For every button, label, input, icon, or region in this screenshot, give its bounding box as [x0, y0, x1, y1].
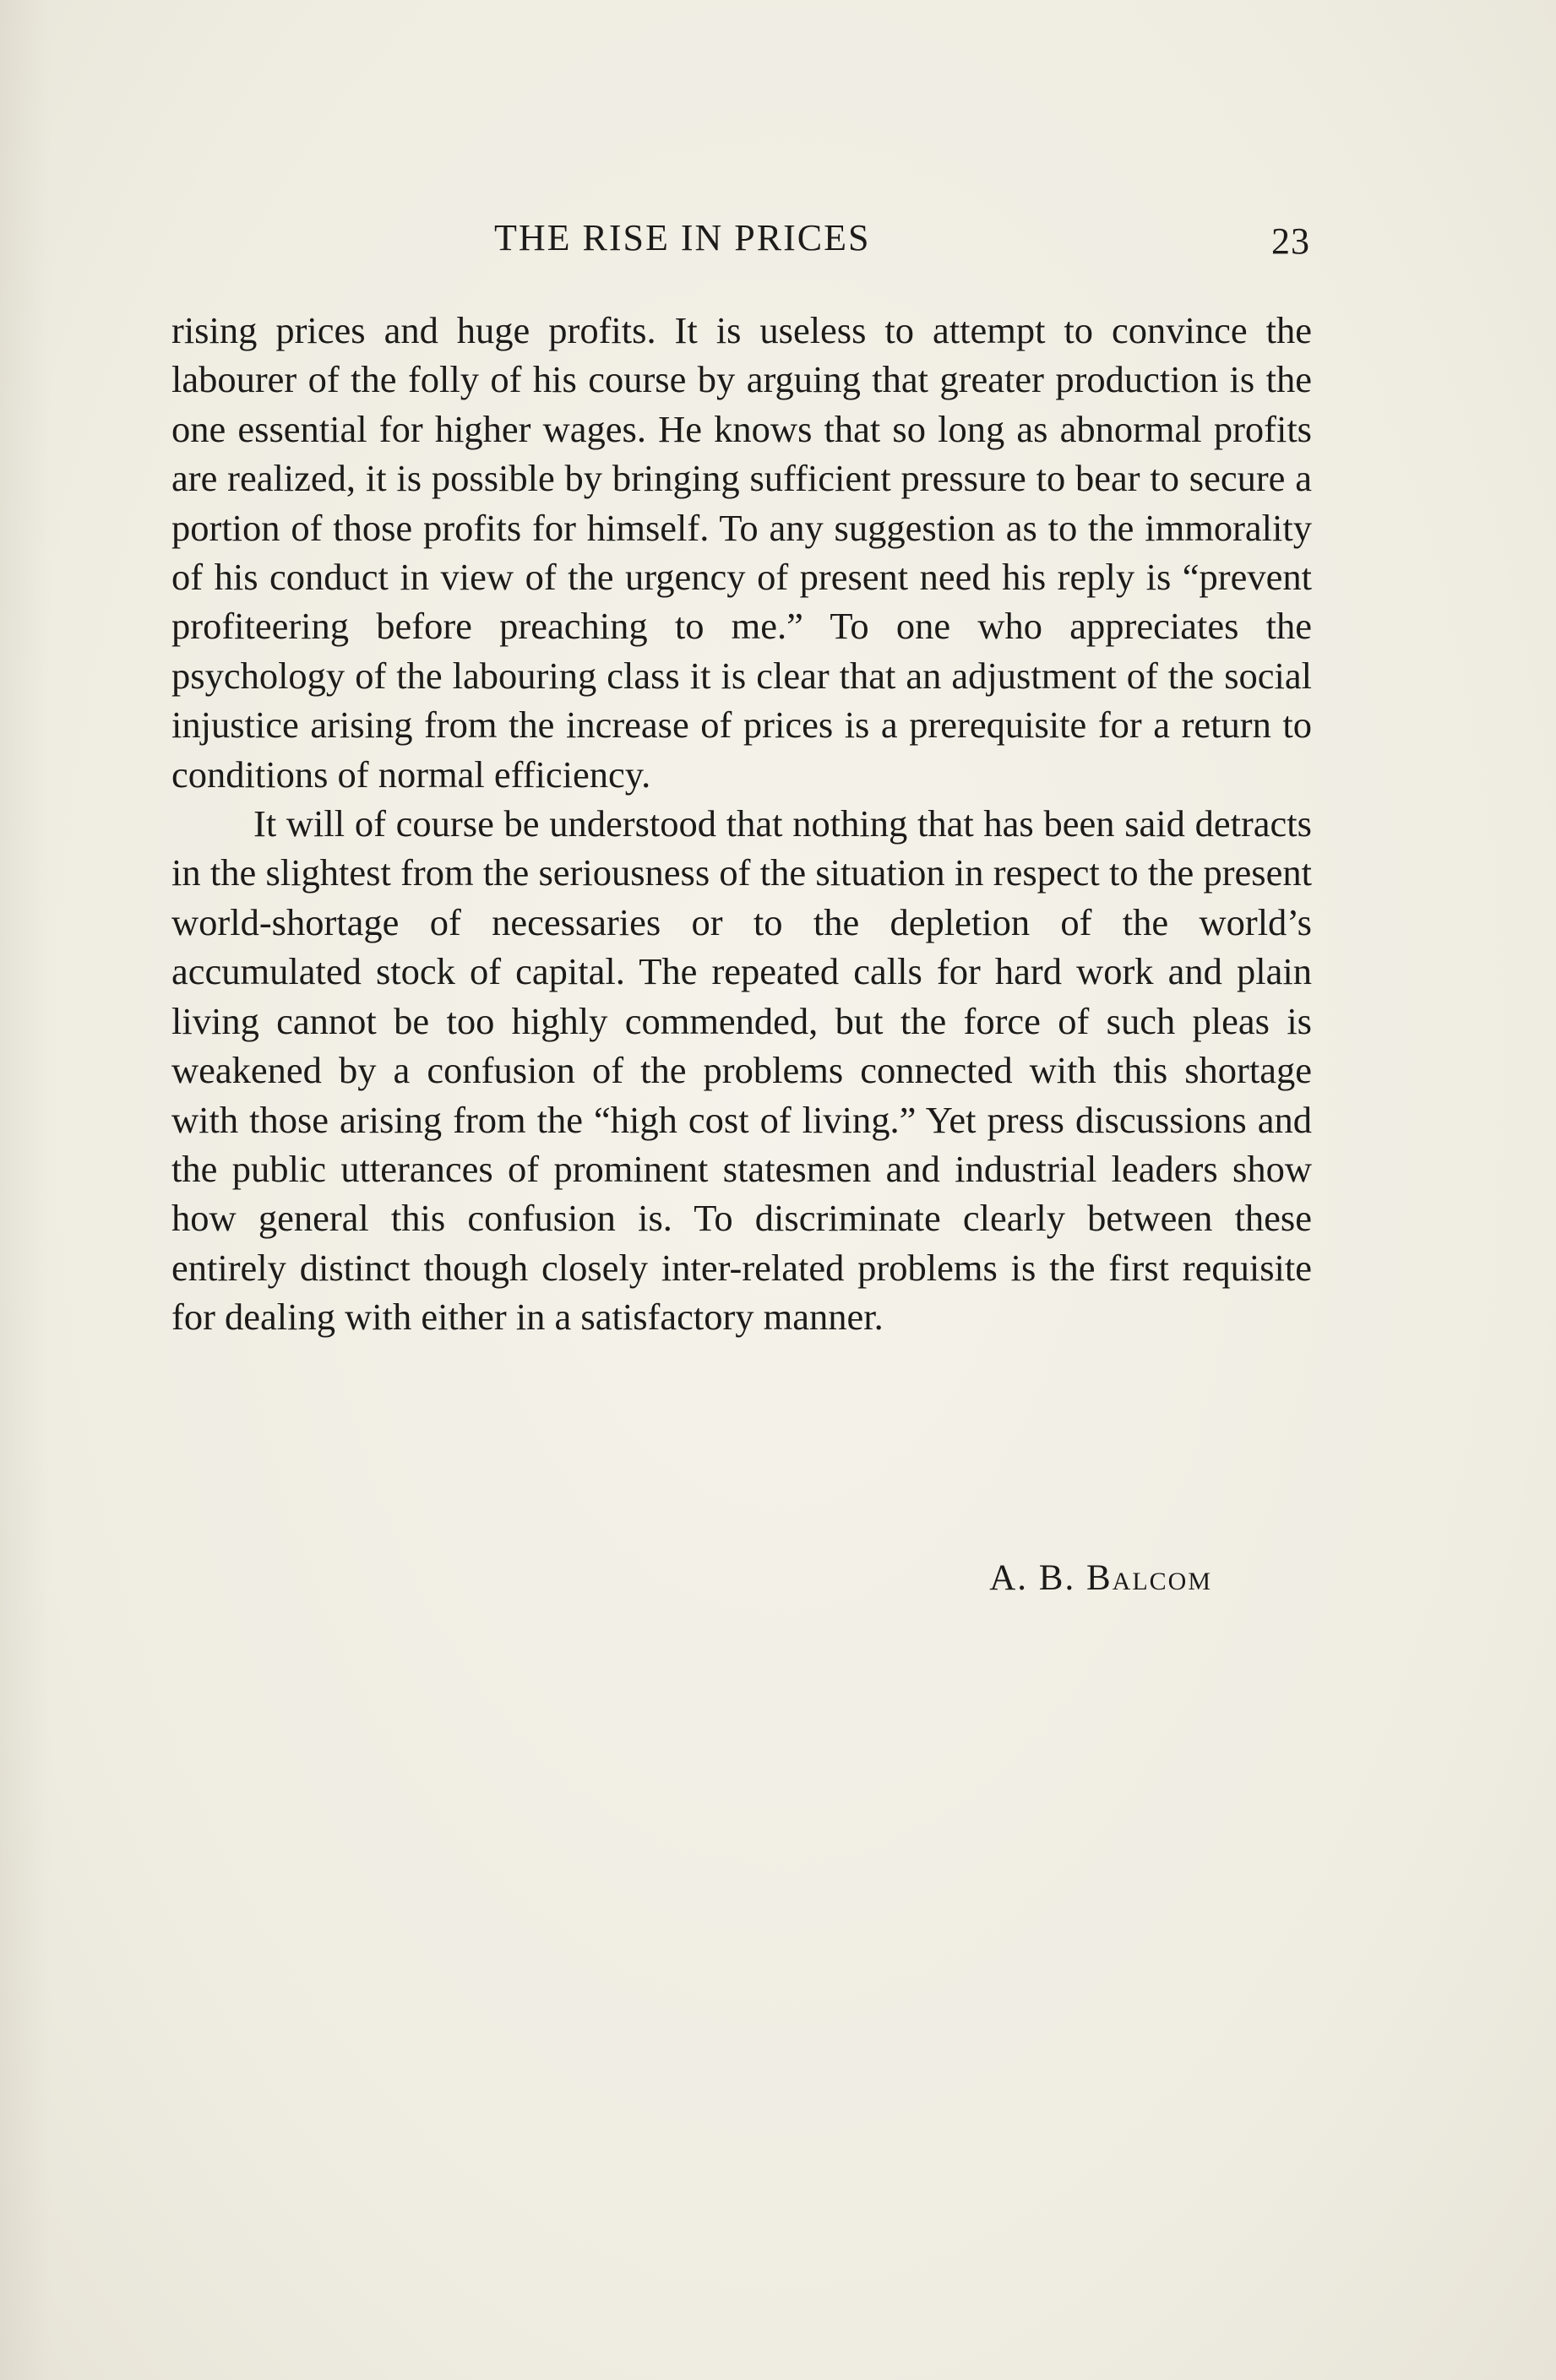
- running-head-title: THE RISE IN PRICES: [494, 217, 871, 258]
- paragraph: It will of course be understood that nothing that has been said detracts in the slightest from the seriousness of the situation in respect to the present world-shortage of necessaries or to the depletion of the world’s accumulated stock of capital. The repeated calls for hard work and plain living cannot be too highly commended, but the force of such pleas is weakened by a confusion of the problems connected with this shortage with those arising from the “high cost of living.” Yet press discussions and the public utterances of prominent statesmen and industrial leaders show how general this confusion is. To discriminate clearly between these entirely distinct though closely inter-related problems is the first requisite for dealing with either in a satisfactory manner.: [171, 802, 1312, 1339]
- page-number: 23: [1271, 220, 1310, 262]
- paragraph: rising prices and huge profits. It is useless to attempt to convince the labourer of the folly of his course by arguing that greater production is the one essential for higher wages. He knows that so long as abnormal profits are realized, it is possible by bringing sufficient pressure to bear to secure a portion of those profits for himself. To any suggestion as to the immorality of his conduct in view of the urgency of present need his reply is “prevent profiteering before preaching to me.” To one who appreciates the psychology of the labouring class it is clear that an adjustment of the social injustice arising from the increase of prices is a prerequisite for a return to conditions of normal efficiency.: [171, 309, 1312, 796]
- article-body: [171, 306, 1312, 1342]
- author-signature: A. B. Balcom: [989, 1558, 1212, 1598]
- running-head: [169, 216, 1318, 267]
- page-edge-shadow: [0, 0, 51, 2380]
